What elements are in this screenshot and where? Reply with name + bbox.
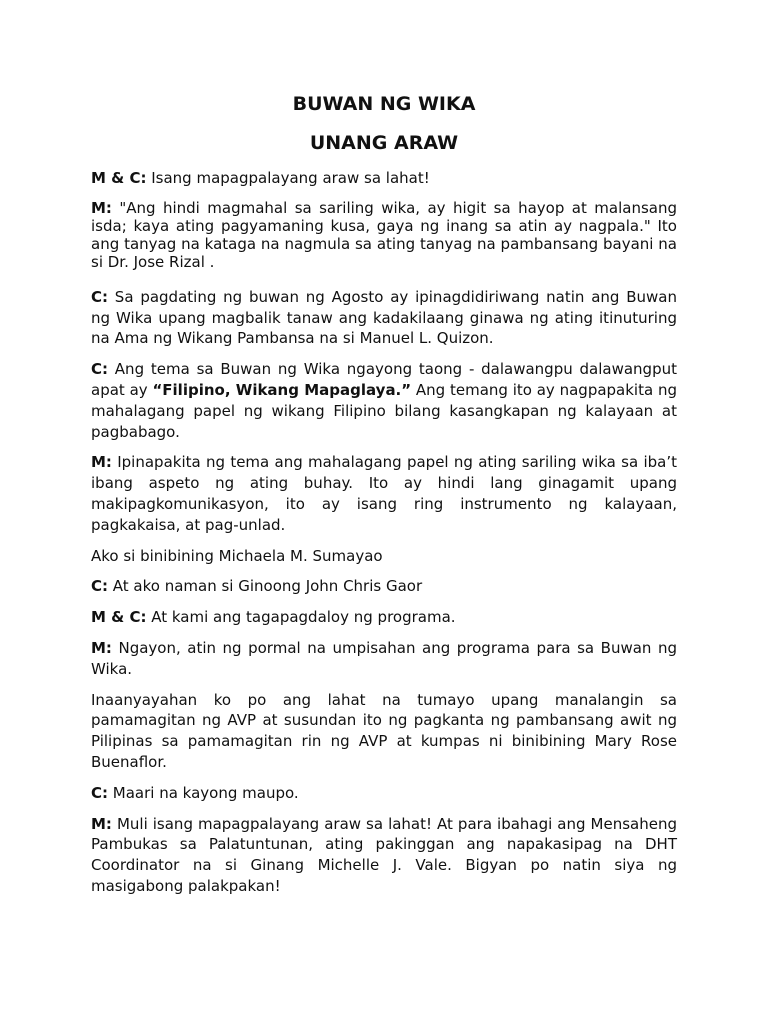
paragraph-tema-explanation [91,452,677,535]
paragraph-text: Muli isang mapagpalayang araw sa lahat! At para ibahagi ang Mensaheng Pambukas sa Palatuntunan, ating pakinggan ang napakasipag na DHT Coordinator na si Ginang Michelle J. Vale. Bigyan po natin siya ng masigabong palakpakan! [91,814,677,895]
paragraph-text: "Ang hindi magmahal sa sariling wika, ay higit sa hayop at malansang isda; kaya ating pagyamaning kusa, gaya ng inang sa atin ay nagpala." Ito ang tanyag na kataga na nagmula sa ating tanyag na pambansang bayani na si Dr. Jose Rizal . [91,198,677,271]
speaker-label: C: [91,577,109,596]
speaker-label: M: [91,638,112,657]
paragraph-text: Isang mapagpalayang araw sa lahat! [146,169,430,187]
paragraph-text: Ngayon, atin ng pormal na umpisahan ang programa para sa Buwan ng Wika. [91,638,677,678]
paragraph-text: Ang tema sa Buwan ng Wika ngayong taong - dalawangpu dalawangput apat ay [91,360,677,399]
paragraph-text: At ako naman si Ginoong John Chris Gaor [108,577,423,596]
paragraph-prayer-anthem [91,690,677,773]
paragraph-text: Ipinapakita ng tema ang mahalagang papel ng ating sariling wika sa iba’t ibang aspeto ng ating buhay. Ito ay hindi lang ginagamit upang makipagkomunikasyon, ito ay isang ring instrumento ng kalayaan, pagkakaisa, at pag-unlad. [91,453,677,534]
paragraph-opening-message [91,814,677,897]
paragraph-text: At kami ang tagapagdaloy ng programa. [146,608,456,627]
paragraph-text: Sa pagdating ng buwan ng Agosto ay ipinagdidiriwang natin ang Buwan ng Wika upang magbalik tanaw ang kadakilaang ginawa ng ating itinuturing na Ama ng Wikang Pambansa na si Manuel L. Quizon. [91,287,677,348]
speaker-label: M: [91,453,112,472]
paragraph-introduction-john [91,576,677,597]
paragraph-text: Ako si binibining Michaela M. Sumayao [91,546,383,565]
paragraph-tema [91,359,677,442]
paragraph-hosts [91,607,677,628]
document-page [91,92,677,897]
paragraph-text: Maari na kayong maupo. [108,783,299,802]
speaker-label: C: [91,783,109,802]
document-subtitle: UNANG ARAW [309,132,459,154]
speaker-label: M & C: [91,169,147,187]
paragraph-sit-down [91,783,677,804]
speaker-label: M: [91,814,112,833]
paragraph-text: Inaanyayahan ko po ang lahat na tumayo upang manalangin sa pamamagitan ng AVP at susundan ito ng pagkanta ng pambansang awit ng Pilipinas sa pamamagitan rin ng AVP at kumpas ni binibining Mary Rose Buenaflor. [91,690,677,771]
paragraph-text: Ang temang ito ay nagpapakita ng mahalagang papel ng wikang Filipino bilang kasangkapan ng kalayaan at pagbabago. [91,380,677,441]
paragraph-rizal-quote [91,199,677,271]
speaker-label: M & C: [91,608,147,627]
document-title: BUWAN NG WIKA [292,93,476,115]
paragraph-agosto [91,287,677,349]
theme-emphasis: “Filipino, Wikang Mapaglaya.” [152,380,412,399]
speaker-label: C: [91,287,109,306]
paragraph-introduction-michaela [91,546,677,567]
paragraph-greeting [91,168,677,189]
speaker-label: C: [91,360,109,379]
paragraph-opening [91,638,677,680]
speaker-label: M: [91,198,112,217]
